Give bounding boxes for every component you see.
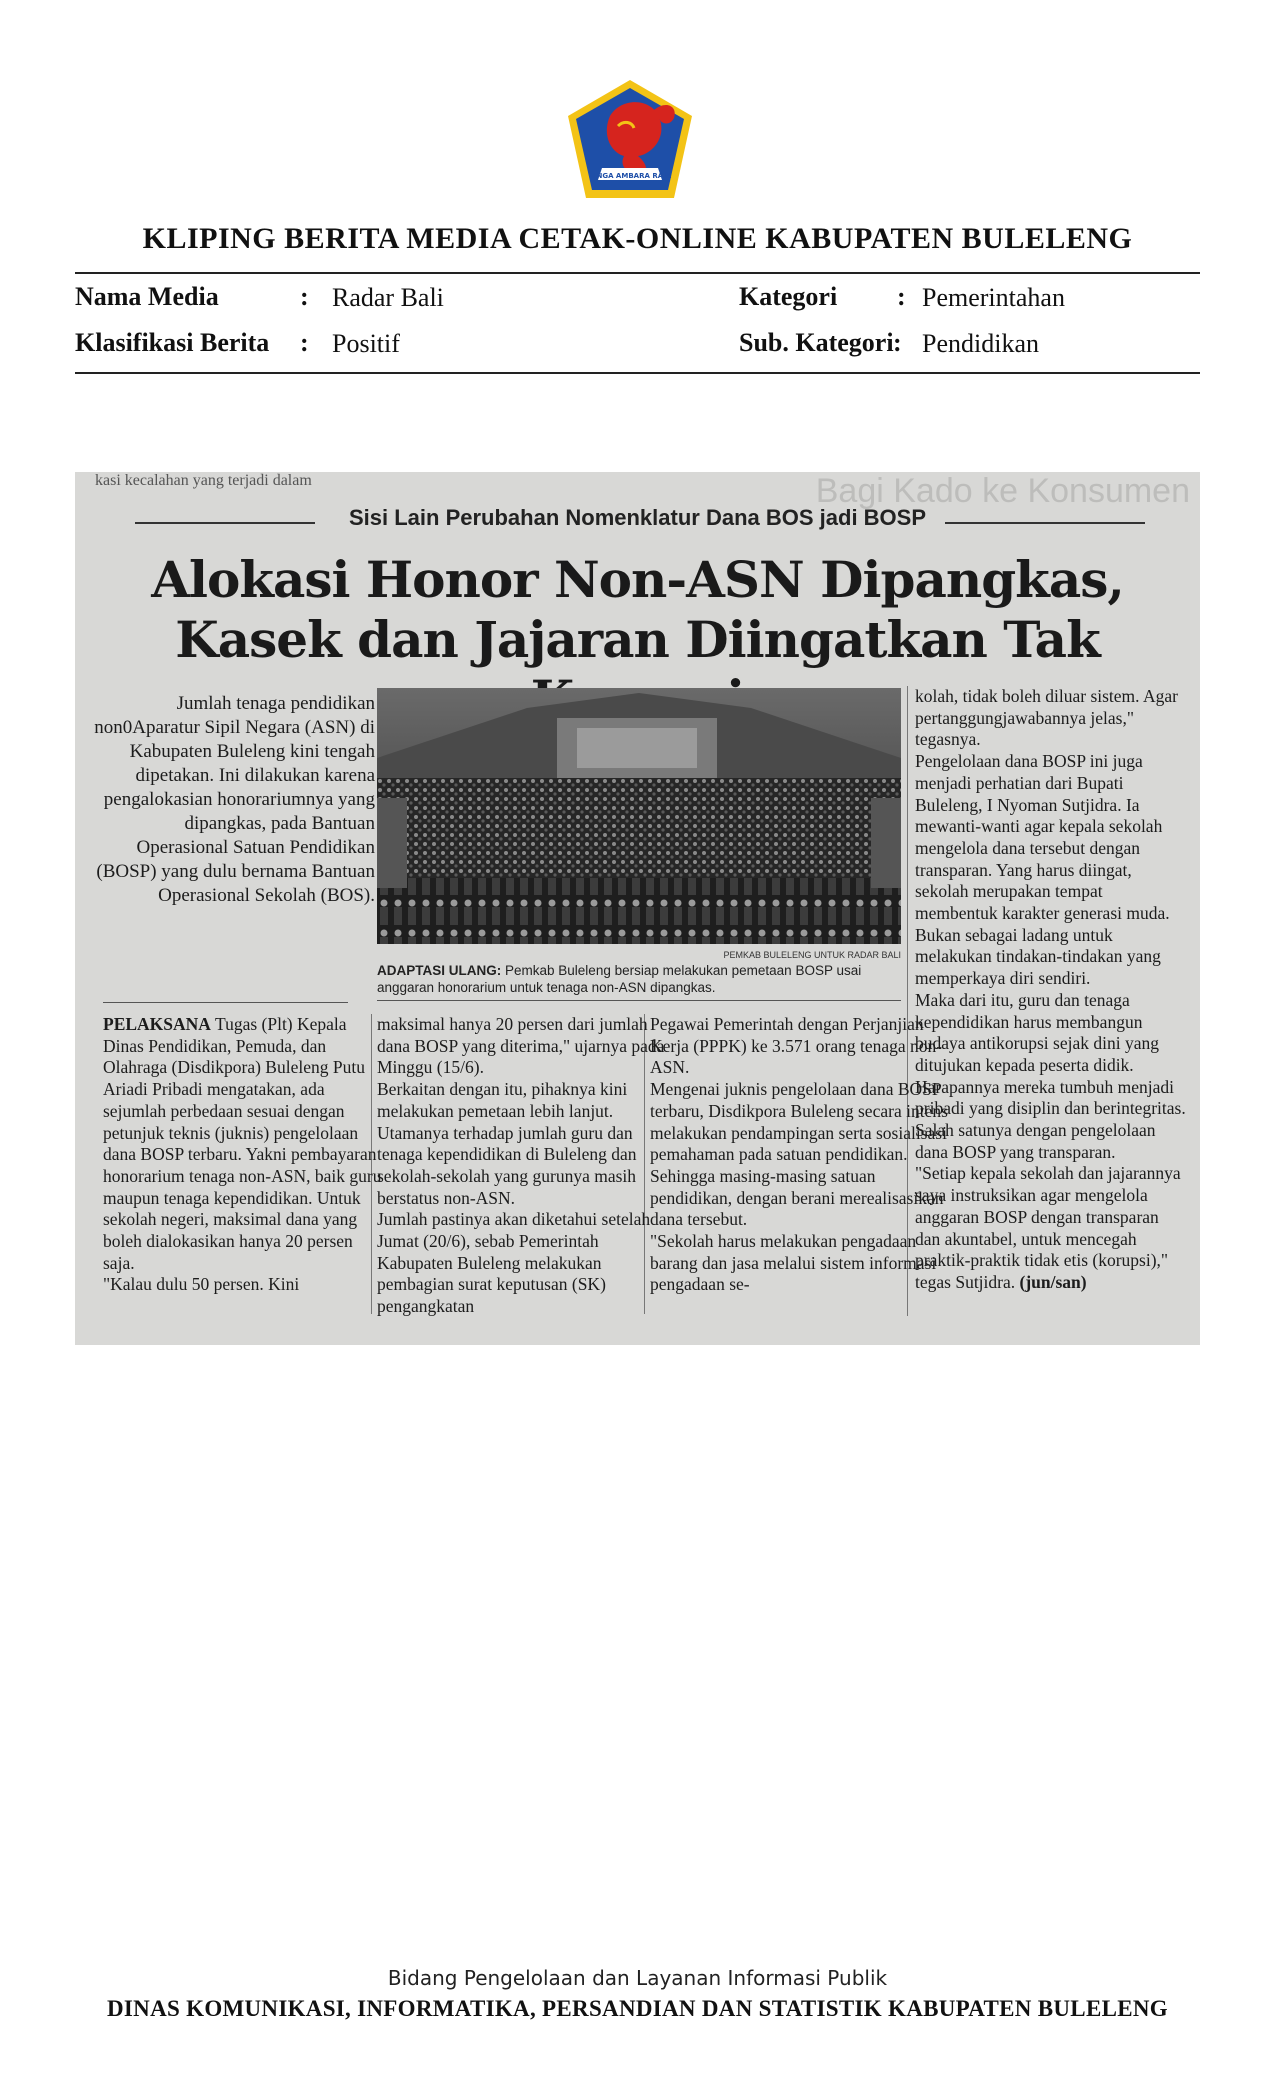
article-kicker: Sisi Lain Perubahan Nomenklatur Dana BOS jadi BOSP: [348, 505, 927, 530]
article-column-2: [377, 1014, 665, 1318]
kabupaten-buleleng-logo: [562, 76, 698, 202]
clip-ghost-headline: Bagi Kado ke Konsumen: [815, 472, 1190, 510]
article-signature: (jun/san): [1019, 1271, 1087, 1292]
newspaper-clipping: [75, 472, 1200, 1345]
article-column-4: [915, 686, 1187, 1294]
article-photo: [377, 688, 901, 944]
col3-paragraph-3: "Sekolah harus melakukan pengadaan barang dan jasa melalui sistem informasi pengadaan se-: [650, 1231, 937, 1295]
klasifikasi-value: Positif: [332, 329, 400, 358]
media-value: Radar Bali: [332, 283, 444, 312]
col3-paragraph-2: Mengenai juknis pengelolaan dana BOSP terbaru, Disdikpora Buleleng secara intens melakukan pendampingan serta sosialisasi pemahaman pada satuan pendidikan. Sehingga masing-masing satuan pendidikan, dengan berani merealisasikan dana tersebut.: [650, 1079, 948, 1230]
col4-paragraph-4: "Setiap kepala sekolah dan jajarannya saya instruksikan agar mengelola anggaran BOSP dengan transparan dan akuntabel, untuk mencegah praktik-praktik tidak etis (korupsi)," tegas Sutjidra.: [915, 1163, 1181, 1292]
klasifikasi-colon: :: [300, 328, 309, 357]
footer-agency: DINAS KOMUNIKASI, INFORMATIKA, PERSANDIAN DAN STATISTIK KABUPATEN BULELENG: [107, 1996, 1168, 2021]
kliping-title: KLIPING BERITA MEDIA CETAK-ONLINE KABUPATEN BULELENG: [142, 222, 1133, 255]
col1-paragraph-2: "Kalau dulu 50 persen. Kini: [103, 1274, 300, 1295]
caption-bottom-rule: [377, 1000, 901, 1001]
subkategori-value: Pendidikan: [922, 329, 1039, 358]
article-column-1: [103, 1014, 383, 1296]
kategori-colon: :: [897, 282, 906, 311]
subkategori-colon: :: [893, 328, 902, 357]
subkategori-label: Sub. Kategori: [739, 328, 894, 357]
kategori-label: Kategori: [739, 282, 838, 311]
col3-paragraph-1: Pegawai Pemerintah dengan Perjanjian Kerja (PPPK) ke 3.571 orang tenaga non-ASN.: [650, 1014, 943, 1078]
col1-text: Tugas (Plt) Kepala Dinas Pendidikan, Pemuda, dan Olahraga (Disdikpora) Buleleng Putu Ariadi Pribadi mengatakan, ada sejumlah perbedaan sesuai dengan petunjuk teknis (juknis) pengelolaan dana BOSP terbaru. Yakni pembayaran honorarium tenaga non-ASN, baik guru maupun tenaga kependidikan. Untuk sekolah negeri, maksimal dana yang boleh dialokasikan hanya 20 persen saja.: [103, 1014, 382, 1273]
klasifikasi-label: Klasifikasi Berita: [75, 328, 270, 357]
article-column-3: [650, 1014, 948, 1296]
kategori-value: Pemerintahan: [922, 283, 1065, 312]
media-label: Nama Media: [75, 282, 219, 311]
headline-line-1: Alokasi Honor Non-ASN Dipangkas,: [151, 550, 1124, 609]
col4-paragraph-1: kolah, tidak boleh diluar sistem. Agar pertanggungjawabannya jelas," tegasnya.: [915, 686, 1178, 750]
footer-division: Bidang Pengelolaan dan Layanan Informasi Publik: [387, 1966, 888, 1990]
col1-lead: PELAKSANA: [103, 1014, 211, 1034]
col2-paragraph-3: Jumlah pastinya akan diketahui setelah Jumat (20/6), sebab Pemerintah Kabupaten Buleleng melakukan pembagian surat keputusan (SK) pengangkatan: [377, 1209, 651, 1317]
photo-credit: PEMKAB BULELENG UNTUK RADAR BALI: [723, 950, 901, 960]
photo-caption: [377, 962, 901, 996]
article-intro: Jumlah tenaga pendidikan non0Aparatur Sipil Negara (ASN) di Kabupaten Buleleng kini tengah dipetakan. Ini dilakukan karena pengalokasian honorariumnya yang dipangkas, pada Bantuan Operasional Satuan Pendidikan (BOSP) yang dulu bernama Bantuan Operasional Sekolah (BOS).: [94, 693, 375, 906]
headline-line-2: Kasek dan Jajaran Diingatkan Tak: [175, 610, 1100, 669]
col4-paragraph-2: Pengelolaan dana BOSP ini juga menjadi perhatian dari Bupati Buleleng, I Nyoman Sutjidra. Ia mewanti-wanti agar kepala sekolah mengelola dana tersebut dengan transparan. Yang harus diingat, sekolah merupakan tempat membentuk karakter generasi muda. Bukan sebagai ladang untuk melakukan tindakan-tindakan yang memperkaya diri sendiri.: [915, 751, 1170, 989]
header-bottom-rule: [75, 372, 1200, 374]
header-top-rule: [75, 272, 1200, 274]
col2-paragraph-1: maksimal hanya 20 persen dari jumlah dana BOSP yang diterima," ujarnya pada Minggu (15/6).: [377, 1014, 665, 1078]
svg-text:SINGA AMBARA RAJA: SINGA AMBARA RAJA: [588, 172, 672, 180]
clip-top-fragment: kasi kecalahan yang terjadi dalam: [95, 472, 312, 489]
col2-paragraph-2: Berkaitan dengan itu, pihaknya kini melakukan pemetaan lebih lanjut. Utamanya terhadap jumlah guru dan tenaga kependidikan di Buleleng dan sekolah-sekolah yang gurunya masih berstatus non-ASN.: [377, 1079, 637, 1208]
intro-bottom-rule: [103, 1002, 348, 1003]
col4-paragraph-3: Maka dari itu, guru dan tenaga kependidikan harus membangun budaya antikorupsi sejak dini yang ditujukan kepada peserta didik. Harapannya mereka tumbuh menjadi pribadi yang disiplin dan berintegritas. Salah satunya dengan pengelolaan dana BOSP yang transparan.: [915, 989, 1186, 1162]
media-colon: :: [300, 282, 309, 311]
caption-text: Pemkab Buleleng bersiap melakukan pemetaan BOSP usai anggaran honorarium untuk tenaga non-ASN dipangkas.: [377, 963, 862, 995]
caption-lead: ADAPTASI ULANG:: [377, 963, 502, 978]
